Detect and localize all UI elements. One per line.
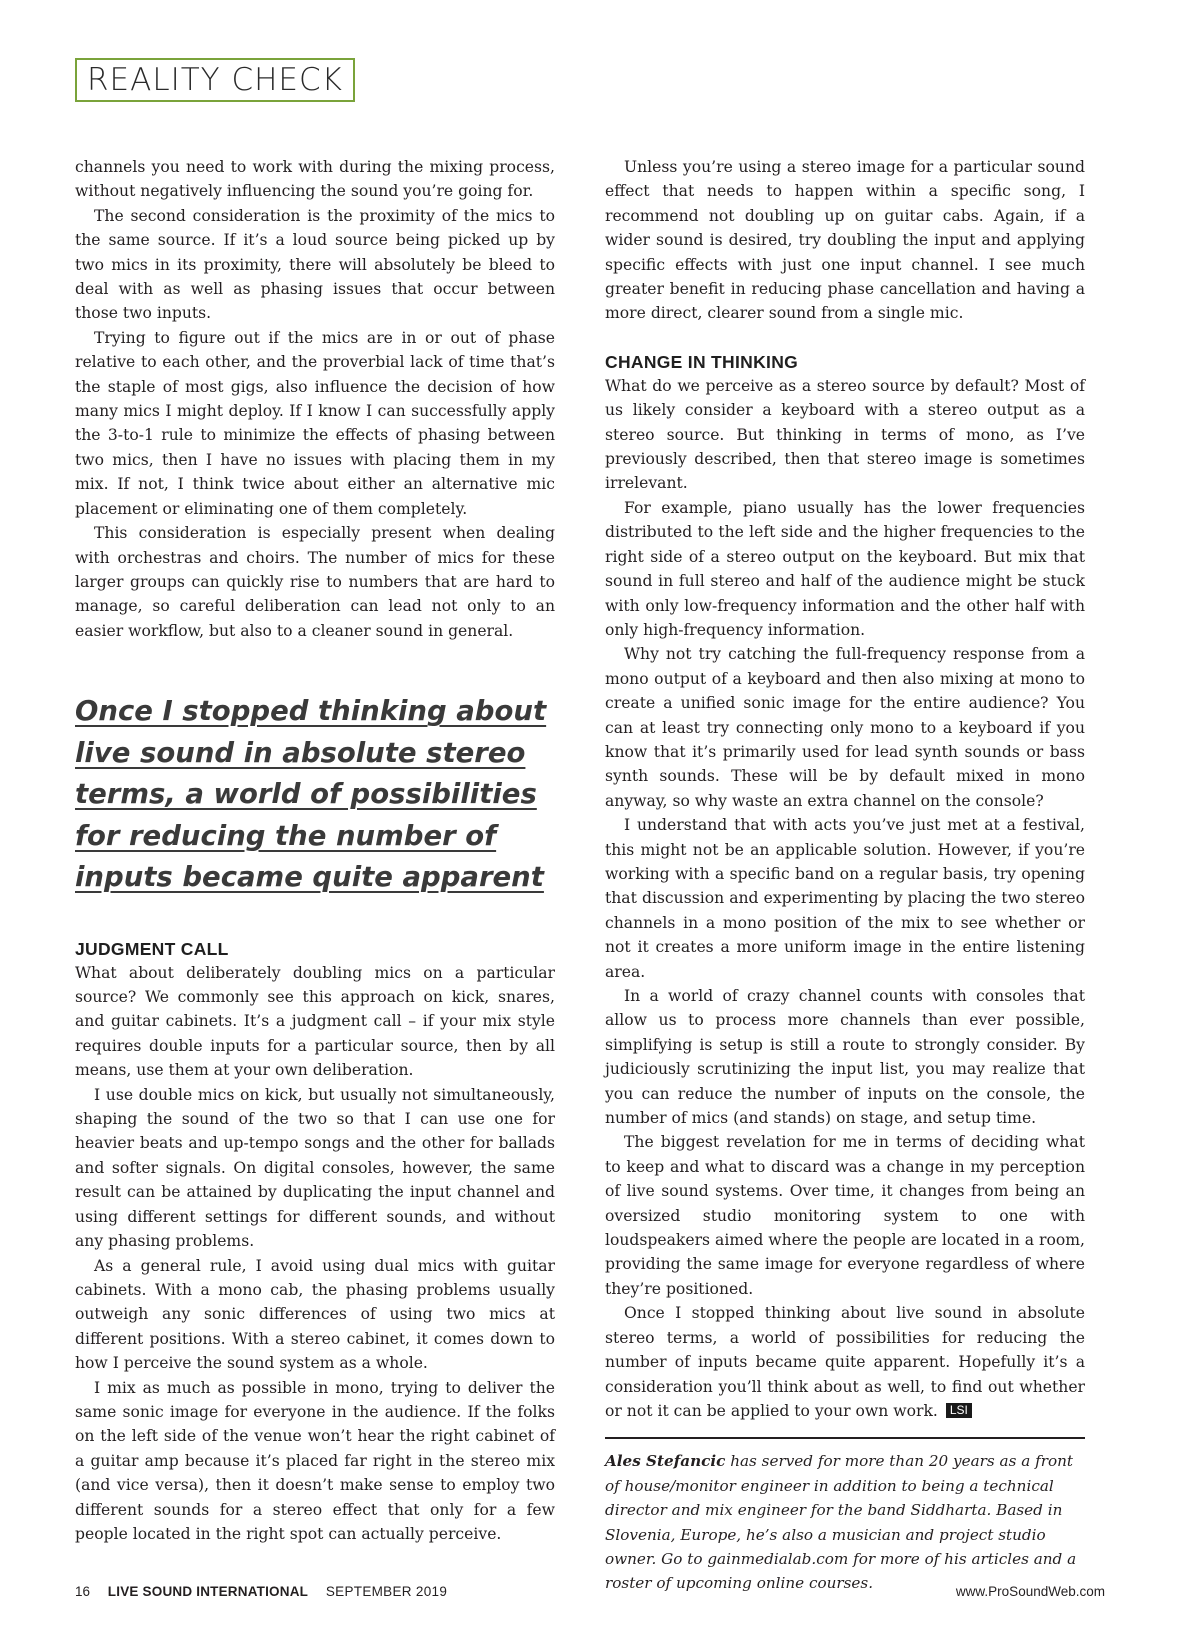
paragraph-final — [605, 1301, 1085, 1423]
left-column — [75, 155, 555, 1546]
end-mark-badge: LSI — [946, 1403, 972, 1418]
paragraph: I mix as much as possible in mono, trying to deliver the same sonic image for everyone in the audience. If the folks on the left side of the venue won’t hear the right cabinet of a guitar amp because it’s placed far right in the stereo mix (and vice versa), then it doesn’t make sense to employ two different sounds for a stereo effect that only for a few people located in the right spot can actually perceive. — [75, 1378, 555, 1543]
paragraph: I understand that with acts you’ve just met at a festival, this might not be an applicable solution. However, if you’re working with a specific band on a regular basis, try opening that discussion and experimenting by placing the two stereo channels in a mono position of the mix to see whether or not it creates a more uniform image in the entire listening area. — [605, 816, 1085, 981]
paragraph: For example, piano usually has the lower frequencies distributed to the left side and the higher frequencies to the right side of a stereo output on the keyboard. But mix that sound in full stereo and half of the audience might be stuck with only low-frequency information and the other half with only high-frequency information. — [605, 498, 1085, 639]
paragraph: What do we perceive as a stereo source by default? Most of us likely consider a keyboard with a stereo output as a stereo source. But thinking in terms of mono, as I’ve previously described, then that stereo image is sometimes irrelevant. — [605, 376, 1085, 493]
author-bio — [605, 1437, 1085, 1595]
paragraph: Unless you’re using a stereo image for a particular sound effect that needs to happen within a specific song, I recommend not doubling up on guitar cabs. Again, if a wider sound is desired, try doubling the input and applying specific effects with just one input channel. I see much greater benefit in reducing phase cancellation and having a more direct, clearer sound from a single mic. — [605, 158, 1085, 323]
page-number: 16 — [75, 1584, 91, 1599]
paragraph: This consideration is especially present when dealing with orchestras and choirs. The number of mics for these larger groups can quickly rise to numbers that are hard to manage, so careful deliberation can lead not only to an easier workflow, but also to a cleaner sound in general. — [75, 524, 555, 640]
section-heading-judgment-call: JUDGMENT CALL — [75, 938, 229, 959]
page-footer — [75, 1584, 1105, 1599]
paragraph: Trying to figure out if the mics are in or out of phase relative to each other, and the proverbial lack of time that’s the staple of most gigs, also influence the decision of how many mics I might deploy. If I know I can successfully apply the 3-to-1 rule to minimize the effects of phasing between two mics, then I have no issues with placing them in my mix. If not, I think twice about either an alternative mic placement or eliminating one of them completely. — [75, 328, 555, 518]
paragraph: In a world of crazy channel counts with consoles that allow us to process more channels than ever possible, simplifying is setup is still a route to strongly consider. By judiciously scrutinizing the input list, you may realize that you can reduce the number of inputs on the console, the number of mics (and stands) on stage, and setup time. — [605, 987, 1085, 1128]
author-bio-text: has served for more than 20 years as a front of house/monitor engineer in addition to being a technical director and mix engineer for the band Siddharta. Based in Slovenia, Europe, he’s also a musician and project studio owner. Go to gainmedialab.com for more of his articles and a roster of upcoming online courses. — [605, 1452, 1077, 1593]
paragraph: Why not try catching the full-frequency response from a mono output of a keyboard and then also mixing at mono to create a unified sonic image for the entire audience? You can at least try connecting only mono to a keyboard if you know that it’s primarily used for lead synth sounds or bass synth sounds. These will be by default mixed in mono anyway, so why waste an extra channel on the console? — [605, 645, 1085, 810]
author-name: Ales Stefancic — [605, 1452, 726, 1471]
paragraph: I use double mics on kick, but usually not simultaneously, shaping the sound of the two so that I can use one for heavier beats and up-tempo songs and the other for ballads and softer signals. On digital consoles, however, the same result can be attained by duplicating the input channel and using different settings for different sounds, and without any phasing problems. — [75, 1085, 555, 1251]
paragraph: The biggest revelation for me in terms of deciding what to keep and what to discard was a change in my perception of live sound systems. Over time, it changes from being an oversized studio monitoring system to one with loudspeakers aimed where the people are located in a room, providing the same image for everyone regardless of where they’re positioned. — [605, 1133, 1085, 1298]
pull-quote: Once I stopped thinking about live sound in absolute stereo terms, a world of possibilities for reducing the number of inputs became quite apparent — [75, 695, 547, 894]
section-heading-change-in-thinking: CHANGE IN THINKING — [605, 351, 799, 372]
section-tag: REALITY CHECK — [75, 58, 355, 102]
paragraph: As a general rule, I avoid using dual mics with guitar cabinets. With a mono cab, the phasing problems usually outweigh any sonic differences of using two mics at different positions. With a stereo cabinet, it comes down to how I perceive the sound system as a whole. — [75, 1256, 555, 1373]
website-url: www.ProSoundWeb.com — [955, 1584, 1105, 1599]
final-paragraph-text: Once I stopped thinking about live sound in absolute stereo terms, a world of possibilities for reducing the number of inputs became quite apparent. Hopefully it’s a consideration you’ll think about as well, to find out whether or not it can be applied to your own work. — [605, 1304, 1085, 1420]
right-column — [605, 155, 1085, 1596]
paragraph: The second consideration is the proximity of the mics to the same source. If it’s a loud source being picked up by two mics in its proximity, there will absolutely be bleed to deal with as well as phasing issues that occur between those two inputs. — [75, 206, 555, 323]
paragraph: channels you need to work with during the mixing process, without negatively influencing the sound you’re going for. — [75, 158, 555, 201]
paragraph: What about deliberately doubling mics on a particular source? We commonly see this approach on kick, snares, and guitar cabinets. It’s a judgment call – if your mix style requires double inputs for a particular source, then by all means, use them at your own deliberation. — [75, 963, 555, 1080]
issue-date: SEPTEMBER 2019 — [325, 1584, 448, 1599]
magazine-name: LIVE SOUND INTERNATIONAL — [107, 1584, 309, 1599]
